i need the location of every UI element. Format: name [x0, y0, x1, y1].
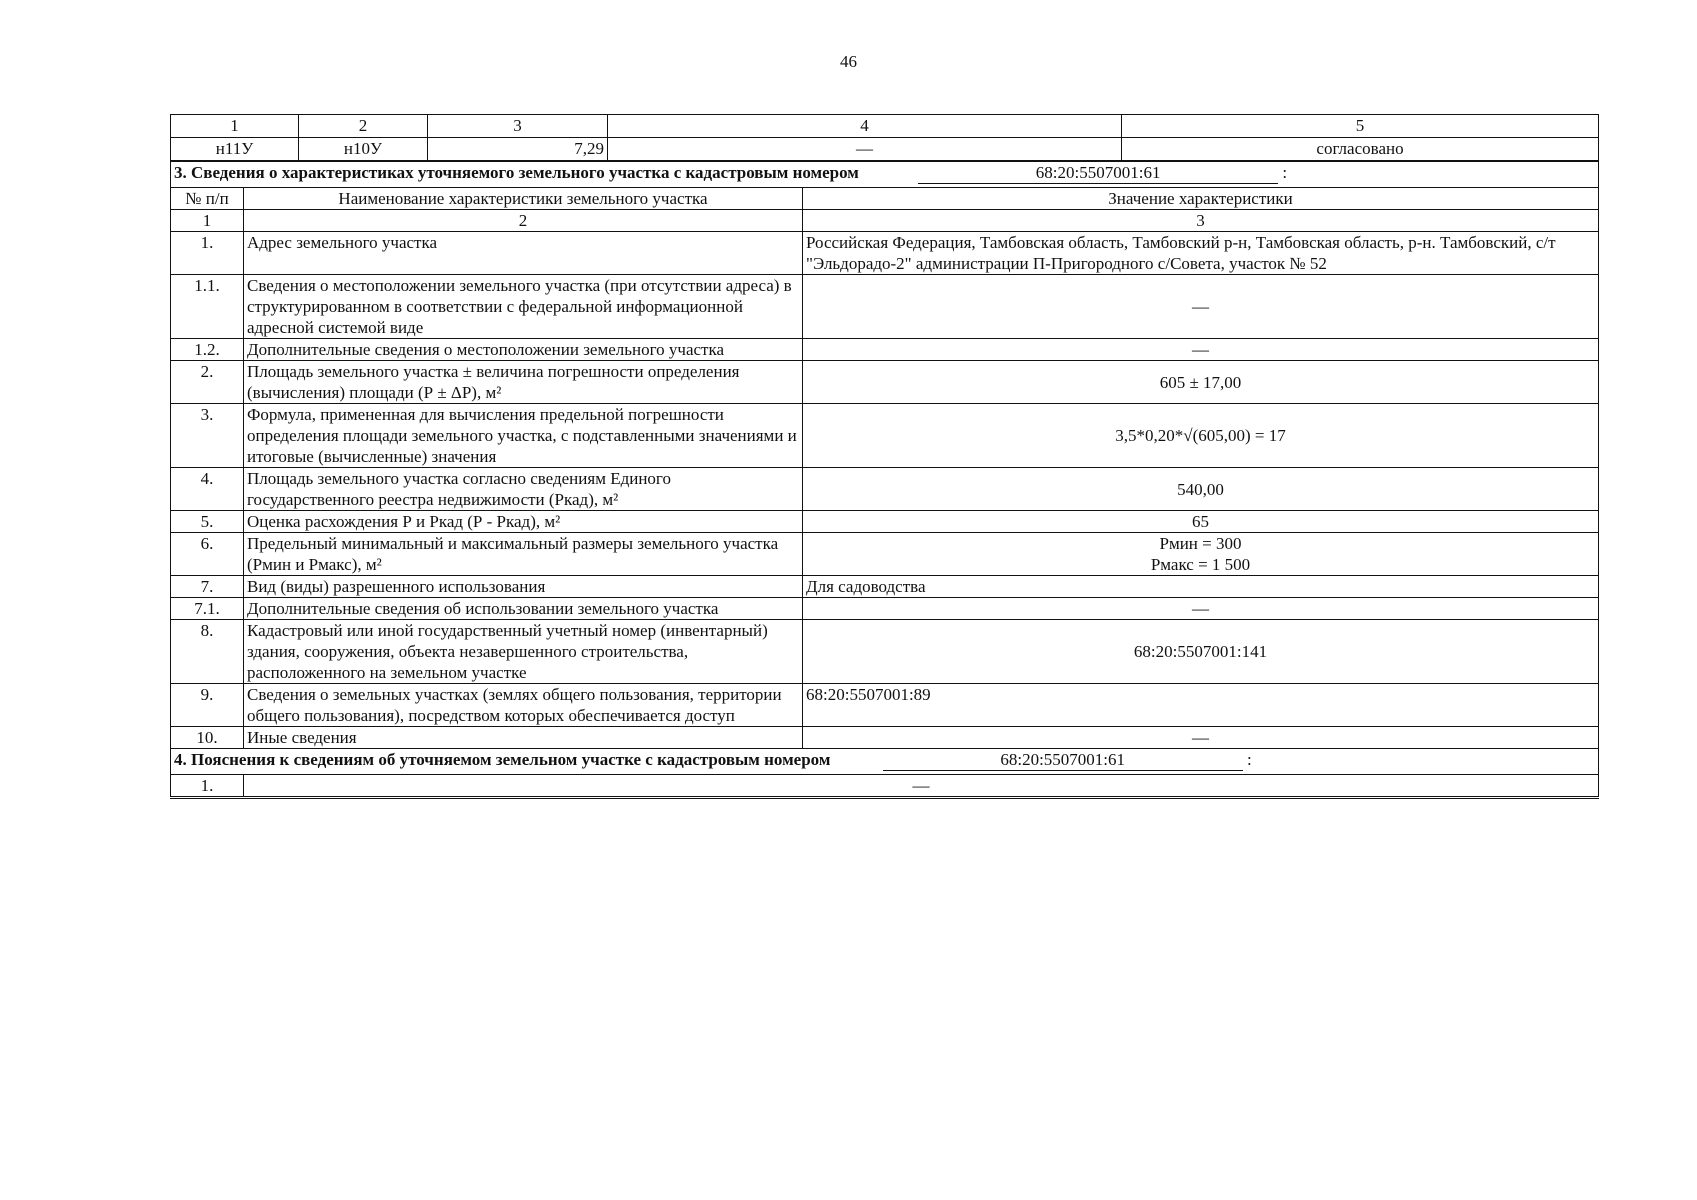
table-row — [171, 620, 1599, 684]
table-row — [171, 275, 1599, 339]
row-value: 68:20:5507001:89 — [803, 684, 1599, 727]
dash-cell: — — [608, 138, 1122, 161]
row-value: — — [803, 598, 1599, 620]
section3-suffix: : — [1282, 163, 1288, 182]
row-number: 7. — [171, 576, 244, 598]
row-name: Сведения о местоположении земельного участка (при отсутствии адреса) в структурированном в соответствии с федеральной информационной адресной системой виде — [244, 275, 803, 339]
row-name: Дополнительные сведения о местоположении земельного участка — [244, 339, 803, 361]
status-cell: согласовано — [1122, 138, 1599, 161]
section4-cadastral-number: 68:20:5507001:61 — [883, 749, 1243, 771]
section3-title: 3. Сведения о характеристиках уточняемого земельного участка с кадастровым номером — [174, 163, 859, 182]
point-to-cell: н10У — [299, 138, 428, 161]
min-size-value: Рмин = 300 — [1159, 534, 1242, 553]
table-row — [171, 468, 1599, 511]
section4-title-row — [171, 749, 1599, 775]
row-number: 5. — [171, 511, 244, 533]
row-name: Дополнительные сведения об использовании земельного участка — [244, 598, 803, 620]
row-number: 1. — [171, 232, 244, 275]
table-row — [171, 727, 1599, 749]
row-number: 2. — [171, 361, 244, 404]
row-name: Кадастровый или иной государственный учетный номер (инвентарный) здания, сооружения, объекта незавершенного строительства, расположенного на земельном участке — [244, 620, 803, 684]
column-number-row — [171, 210, 1599, 232]
table-row — [171, 511, 1599, 533]
row-value: — — [244, 775, 1599, 798]
table-row — [171, 232, 1599, 275]
table-row — [171, 404, 1599, 468]
row-value: 3,5*0,20*√(605,00) = 17 — [803, 404, 1599, 468]
row-value: — — [803, 727, 1599, 749]
col-header-value: Значение характеристики — [803, 188, 1599, 210]
max-size-value: Рмакс = 1 500 — [1150, 555, 1251, 574]
top-header-cell: 2 — [299, 115, 428, 138]
row-name: Адрес земельного участка — [244, 232, 803, 275]
row-value — [803, 533, 1599, 576]
row-number: 3. — [171, 404, 244, 468]
row-value: 605 ± 17,00 — [803, 361, 1599, 404]
col-number: 1 — [171, 210, 244, 232]
row-value: — — [803, 275, 1599, 339]
page-number: 46 — [840, 52, 857, 71]
section4-suffix: : — [1246, 750, 1252, 769]
row-number: 9. — [171, 684, 244, 727]
top-header-cell: 5 — [1122, 115, 1599, 138]
characteristics-table — [170, 161, 1599, 799]
section3-cadastral-number: 68:20:5507001:61 — [918, 162, 1278, 184]
row-value: 68:20:5507001:141 — [803, 620, 1599, 684]
row-name: Формула, примененная для вычисления предельной погрешности определения площади земельного участка, с подставленными значениями и итоговые (вычисленные) значения — [244, 404, 803, 468]
row-number: 1. — [171, 775, 244, 798]
table-row — [171, 576, 1599, 598]
row-number: 8. — [171, 620, 244, 684]
distance-cell: 7,29 — [428, 138, 608, 161]
col-number: 3 — [803, 210, 1599, 232]
table-row — [171, 684, 1599, 727]
point-from-cell: н11У — [171, 138, 299, 161]
row-name: Вид (виды) разрешенного использования — [244, 576, 803, 598]
row-value: 540,00 — [803, 468, 1599, 511]
row-name: Площадь земельного участка ± величина погрешности определения (вычисления) площади (Р ± ΔР), м² — [244, 361, 803, 404]
col-header-name: Наименование характеристики земельного участка — [244, 188, 803, 210]
table-row — [171, 361, 1599, 404]
row-value: Для садоводства — [803, 576, 1599, 598]
row-value: Российская Федерация, Тамбовская область, Тамбовский р-н, Тамбовская область, р-н. Тамбовский, с/т "Эльдорадо-2" администрации П-Пригородного с/Совета, участок № 52 — [803, 232, 1599, 275]
top-header-cell: 1 — [171, 115, 299, 138]
row-number: 4. — [171, 468, 244, 511]
row-value: — — [803, 339, 1599, 361]
row-number: 1.2. — [171, 339, 244, 361]
row-name: Иные сведения — [244, 727, 803, 749]
top-table-row — [171, 138, 1599, 161]
col-number: 2 — [244, 210, 803, 232]
table-row — [171, 533, 1599, 576]
column-header-row — [171, 188, 1599, 210]
section4-title: 4. Пояснения к сведениям об уточняемом земельном участке с кадастровым номером — [174, 750, 831, 769]
top-table-header-row — [171, 115, 1599, 138]
table-row — [171, 339, 1599, 361]
row-value: 65 — [803, 511, 1599, 533]
row-name: Оценка расхождения Р и Ркад (Р - Ркад), м² — [244, 511, 803, 533]
top-table — [170, 114, 1599, 161]
row-name: Сведения о земельных участках (землях общего пользования, территории общего пользования), посредством которых обеспечивается доступ — [244, 684, 803, 727]
row-number: 6. — [171, 533, 244, 576]
section3-title-row — [171, 162, 1599, 188]
row-number: 1.1. — [171, 275, 244, 339]
row-name: Предельный минимальный и максимальный размеры земельного участка (Рмин и Рмакс), м² — [244, 533, 803, 576]
top-header-cell: 3 — [428, 115, 608, 138]
row-number: 7.1. — [171, 598, 244, 620]
col-header-num: № п/п — [171, 188, 244, 210]
table-row — [171, 598, 1599, 620]
table-row — [171, 775, 1599, 798]
row-number: 10. — [171, 727, 244, 749]
top-header-cell: 4 — [608, 115, 1122, 138]
row-name: Площадь земельного участка согласно сведениям Единого государственного реестра недвижимости (Ркад), м² — [244, 468, 803, 511]
